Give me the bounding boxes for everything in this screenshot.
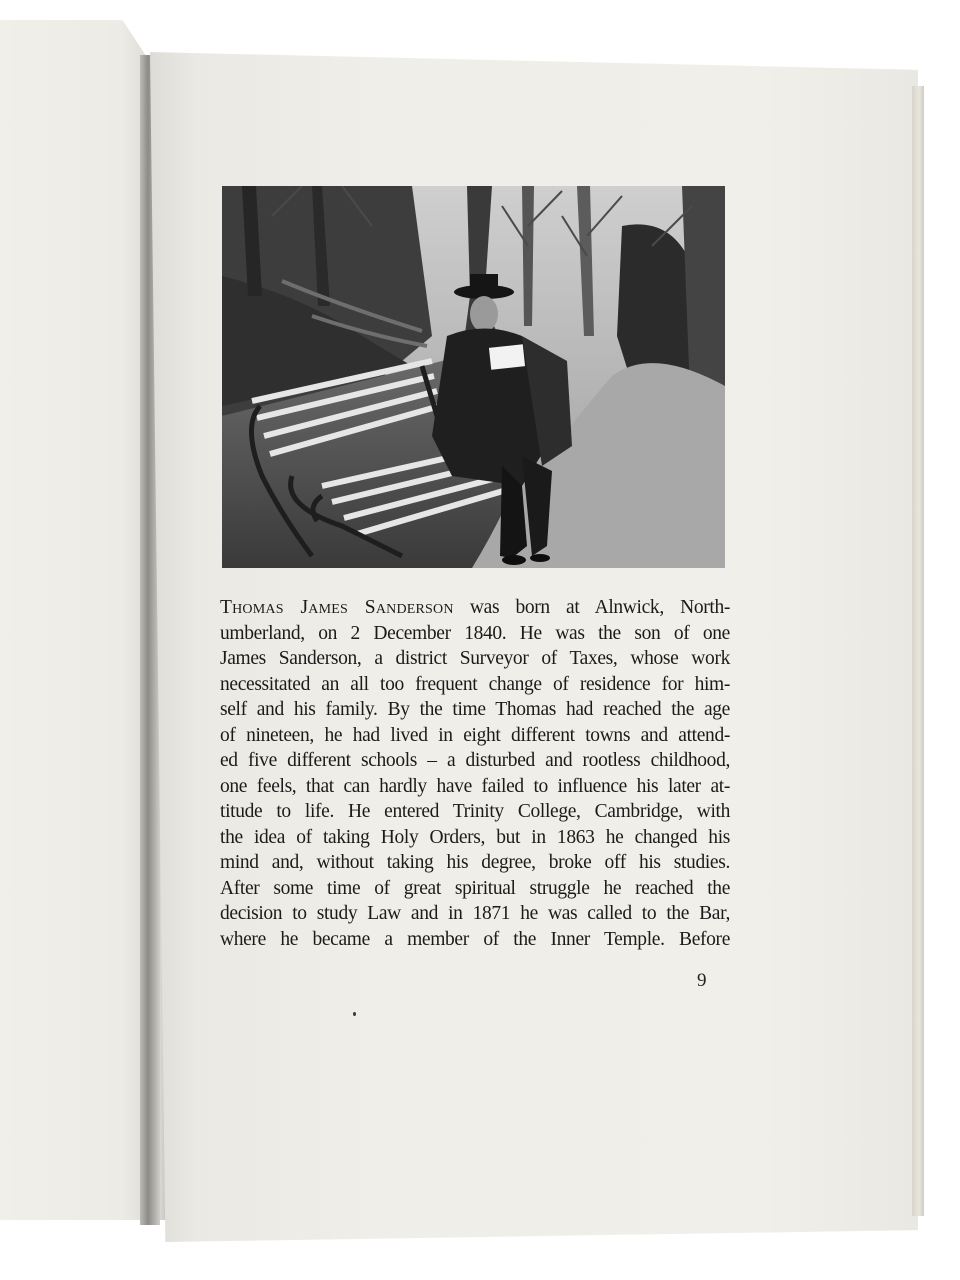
text-line-content: was born at Alnwick, North-	[453, 597, 730, 618]
page-number: 9	[697, 970, 707, 991]
lead-in-name: Thomas James Sanderson	[220, 597, 454, 618]
body-text	[220, 595, 730, 952]
text-line: the idea of taking Holy Orders, but in 1863 he changed his	[220, 826, 730, 848]
text-line: titude to life. He entered Trinity College, Cambridge, with	[220, 801, 730, 822]
text-line: one feels, that can hardly have failed to influence his later at-	[220, 775, 730, 797]
photograph-man-on-bench	[222, 186, 725, 568]
text-line: necessitated an all too frequent change of residence for him-	[220, 673, 730, 695]
text-line: where he became a member of the Inner Temple. Before	[220, 928, 730, 950]
text-line	[220, 595, 730, 621]
text-line: James Sanderson, a district Surveyor of Taxes, whose work	[220, 648, 730, 669]
text-line: mind and, without taking his degree, broke off his studies.	[220, 852, 730, 873]
text-line: of nineteen, he had lived in eight different towns and attend-	[220, 724, 730, 746]
text-line: umberland, on 2 December 1840. He was the son of one	[220, 622, 730, 644]
text-line: ed five different schools – a disturbed and rootless childhood,	[220, 750, 730, 771]
text-line: self and his family. By the time Thomas had reached the age	[220, 699, 730, 720]
paper-speck	[353, 1012, 356, 1016]
text-line: After some time of great spiritual struggle he reached the	[220, 877, 730, 899]
text-line: decision to study Law and in 1871 he was called to the Bar,	[220, 903, 730, 924]
page-stack-edge	[912, 86, 924, 1216]
